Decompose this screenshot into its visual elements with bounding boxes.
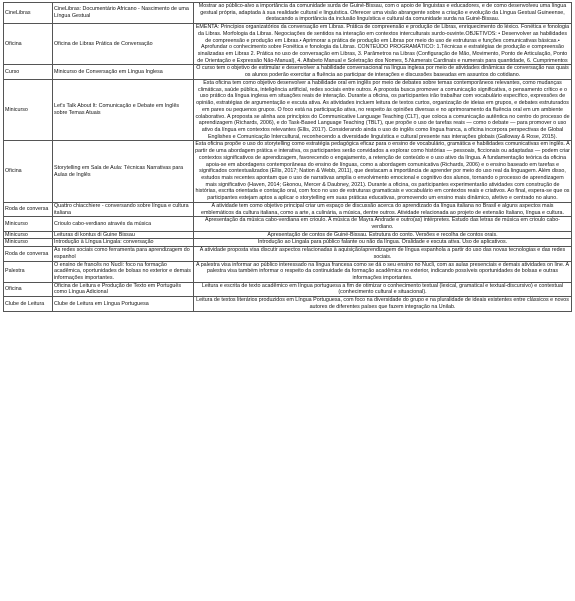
table-row — [4, 79, 572, 140]
table-row — [4, 217, 572, 231]
activity-type-cell: Minicurso — [4, 231, 53, 239]
activities-table-body — [4, 3, 572, 312]
activity-type-cell: CineLibras — [4, 3, 53, 24]
activity-description-cell: O curso tem o objetivo de estimular e desenvolver a habilidade conversacional na língua inglesa por meio de atividades dinâmicas de conversação nas quais os alunos poderão exercitar a fluência ao participar de interações e discussões baseadas em assuntos do cotidiano. — [194, 65, 572, 79]
activity-type-cell: Roda de conversa — [4, 202, 53, 216]
table-row — [4, 202, 572, 216]
activity-type-cell: Minicurso — [4, 239, 53, 247]
table-row — [4, 297, 572, 311]
table-row — [4, 141, 572, 202]
activity-type-cell: Oficina — [4, 282, 53, 296]
table-row — [4, 3, 572, 24]
activity-type-cell: Palestra — [4, 261, 53, 282]
activity-title-cell: Minicurso de Conversação em Língua Inglesa — [53, 65, 194, 79]
table-row — [4, 247, 572, 261]
activity-description-cell: A palestra visa informar ao público interessado na língua francesa como se dá o seu ensino no Nucli, com as aulas presenciais e demais atividades on line. A palestra visa também informar o respeito da continuidade da formação acadêmica no exterior, indicando possíveis oportunidades de bolsas e outras informações importantes. — [194, 261, 572, 282]
activity-description-cell: Esta oficina tem como objetivo desenvolver a habilidade oral em inglês por meio de debates sobre temas contemporâneos relevantes, como mudanças climáticas, saúde pública, inteligência artificial, redes sociais entre outros. A proposta busca promover a comunicação significativa, o pensamento crítico e o uso prático da língua inglesa em situações reais de interação. Durante a oficina, os participantes irão trabalhar com vocabulário específico, expressões de opinião, estratégias de argumentação e escuta ativa. As atividades incluem leitura de textos curtos, organização de ideias em grupos, e debates estruturados em pares ou pequenos grupos. O foco está na participação ativa, no respeito às opiniões diversas e no aprimoramento da fluência oral em um ambiente colaborativo. A proposta se alinha aos princípios do Communicative Language Teaching (CLT), que coloca a comunicação autêntica no centro do processo de aprendizagem (Richards, 2006), e do Task-Based Language Teaching (TBLT), que propõe o uso de tarefas reais — como o debate — para promover o uso ativo da língua em contextos relevantes (Ellis, 2017). Considerando ainda o uso do inglês como língua franca, a oficina incorpora perspectivas de Global Englishes e Comunicação Intercultural, reconhecendo a diversidade linguística e cultural presente nas interações globais (Galloway & Rose, 2015). — [195, 79, 570, 140]
table-row — [4, 282, 572, 296]
activity-title-cell: O ensino de francês no Nucli: foco na formação acadêmica, oportunidades de bolsas no exterior e demais informações importantes. — [53, 261, 194, 282]
activity-title-cell: CineLibras: Documentário Africano - Nascimento de uma Língua Gestual — [53, 3, 194, 24]
activity-type-cell: Minicurso — [4, 217, 53, 231]
activity-description-cell: Esta oficina propõe o uso do storytelling como estratégia pedagógica eficaz para o ensino de vocabulário, gramática e habilidades comunicativas em inglês. A partir de uma abordagem prática e interativa, os participantes serão convidados a explorar como histórias — pessoais, ficcionais ou adaptadas — podem criar contextos significativos de aprendizagem, favorecendo o engajamento, a retenção de conteúdo e o uso ativo da língua. A fundamentação teórica da oficina apoia-se em abordagens contemporâneas do ensino de línguas, como a abordagem comunicativa (Richards, 2006) e o ensino baseado em tarefas e significados contextualizados (Ellis, 2017; Nation & Webb, 2011), que destacam a importância de aprender por meio do uso real da linguagem. Além disso, estudos mais recentes apontam que o uso de narrativas amplia o envolvimento emocional e cognitivo dos alunos, tornando o processo de aprendizagem mais significativo (Haven, 2014; Gkonou, Mercer & Daubney, 2021). Durante a oficina, os participantes experimentarão atividades com construção de histórias, escrita orientada e contação oral, com foco no uso de estruturas gramaticais e vocabulário em contextos reais e criativos. Ao final, espera-se que os participantes estejam aptos a aplicar o storytelling em suas práticas educativas, promovendo um ensino mais dinâmico, afetivo e centrado no aluno. — [195, 141, 570, 202]
activity-description-cell: Apresentação da música cabo-verdiana em crioulo. A música de Mayra Andrade e outro(as) intérpretes. Estudo das letras de música em crioulo cabo-verdiano. — [194, 217, 572, 231]
activity-description-cell: Apresentação de contos de Guiné-Bissau. Estrutura do conto. Versões e recolha de contos orais. — [194, 231, 572, 239]
activity-description-cell: EMENTA: Princípios organizatórios da conversação em Libras. Prática de compreensão e produção de Libras, enriquecimento do léxico. Fonética e fonologia da Libras. Morfologia da Libras. Negociações de sentidos na interação em contextos interculturais surdo-ouvinte.OBJETIVOS: • Desenvolver as habilidades de compreensão e produção em Libras.• Aprimorar a prática de produção em Libras por meio do uso de estruturas e funções comunicativas básicas.• Aprofundar o conhecimento sobre Fonética e fonologia da Libras. CONTEÚDO PROGRAMÁTICO: 1.Técnicas e estratégias de produção e compreensão sinalizadas em Libras 2. Prática no uso de conversação em Libras, 3. Parâmetros na Libras (Configuração de Mão, Movimento, Ponto de Articulação, Ponto de Orientação e Expressão Não-Manual), 4. Alfabeto Manual e Soletração dos Nomes, 5.Numerais Cardinais e numerais para quantidade, 6. Cumprimentos — [194, 24, 572, 65]
activity-description-cell: Mostrar ao público-alvo a importância da comunidade surda de Guiné-Bissau, com o apoio de linguistas e educadores, e de como desenvolveu uma língua gestual própria, adaptada à sua realidade cultural e linguística. Oferecer uma visão abrangente sobre a criação e evolução da Língua Gestual Guineense, destacando a importância da inclusão linguística e cultural da comunidade surda na Guiné-Bissau. — [194, 3, 572, 24]
table-row — [4, 231, 572, 239]
activity-description-cell: Leitura de textos literários produzidos em Língua Portuguesa, com foco na diversidade do grupo e na pluralidade de ideais existentes entre clássicos e novos autores de diferentes países que fazem integração na Unilab. — [194, 297, 572, 311]
activity-title-cell: Oficina de Libras Prática de Conversação — [53, 24, 194, 65]
activity-title-cell: Crioulo cabo-verdiano através da música — [53, 217, 194, 231]
activity-title-cell: Let's Talk About It: Comunicação e Debate em Inglês sobre Temas Atuais — [53, 79, 194, 140]
activity-description-cell: A atividade proposta visa discutir aspectos relacionadas à aquisição/aprendizagem de língua espanhola a partir do uso das novas tecnologias e das redes sociais. — [194, 247, 572, 261]
activity-description-cell: Introdução ao Lingala para público falante ou não da língua. Oralidade e escuta ativa. Uso de aplicativos. — [194, 239, 572, 247]
table-row — [4, 239, 572, 247]
activity-title-cell: Leituras di kontus di Guine Bissau — [53, 231, 194, 239]
activity-type-cell: Roda de conversa — [4, 247, 53, 261]
activity-type-cell: Clube de Leitura — [4, 297, 53, 311]
activity-type-cell: Curso — [4, 65, 53, 79]
activity-title-cell: Introdução à Língua Lingala: conversação — [53, 239, 194, 247]
activity-description-cell: A atividade tem como objetivo principal criar um espaço de discussão acerca do aprendizado da língua italiana no Brasil e alguns aspectos mais emblemáticos da cultura italiana, como a arte, a culinária, a música, dentre outros. Atividade relacionada ao projeto de extensão Italiano, língua e cultura. — [194, 202, 572, 216]
activity-type-cell: Minicurso — [4, 79, 53, 140]
activity-type-cell: Oficina — [4, 24, 53, 65]
activity-description-cell: Leitura e escrita de texto acadêmico em língua portuguesa a fim de otimizar o conhecimento textual (lexical, gramatical e textual-discursivo) e contextual (conhecimento cultural e situacional). — [194, 282, 572, 296]
activity-title-cell: As redes sociais como ferramenta para aprendizagem do espanhol — [53, 247, 194, 261]
activity-title-cell: Quattro chiacchiere - conversando sobre língua e cultura italiana — [53, 202, 194, 216]
activity-type-cell: Oficina — [4, 141, 53, 202]
table-row — [4, 261, 572, 282]
activity-title-cell: Storytelling em Sala de Aula: Técnicas Narrativas para Aulas de Inglês — [53, 141, 194, 202]
activity-title-cell: Clube de Leitura em Língua Portuguesa — [53, 297, 194, 311]
activity-title-cell: Oficina de Leitura e Produção de Texto em Português como Língua Adicional — [53, 282, 194, 296]
table-row — [4, 65, 572, 79]
table-row — [4, 24, 572, 65]
activities-table — [3, 2, 572, 312]
